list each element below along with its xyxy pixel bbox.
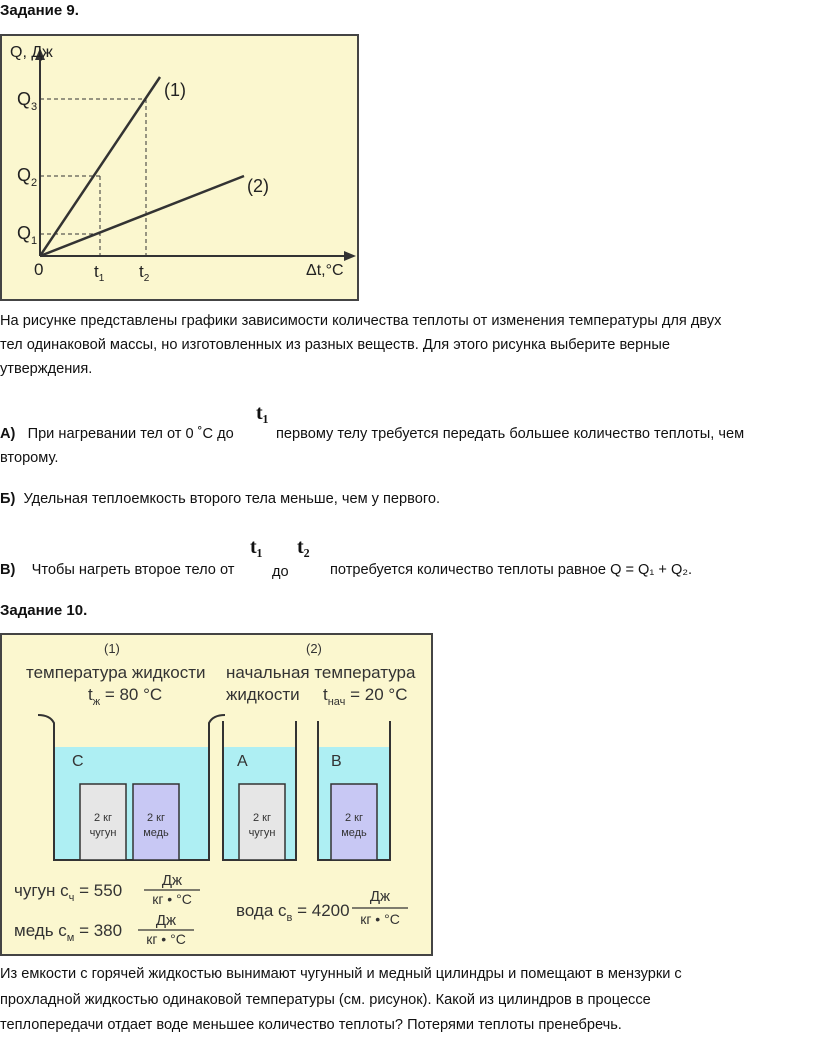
statement-b [0, 487, 440, 511]
x-axis-label: Δt,°С [306, 262, 344, 279]
vessel-a-iron-label: чугун [248, 827, 276, 839]
vessel-c-iron-mass: 2 кг [94, 812, 112, 824]
statement-a-text-after: первому телу требуется передать большее количество теплоты, чем [276, 426, 745, 442]
copper-heat-capacity: медь $с_м = 380$ [14, 921, 123, 944]
iron-heat-capacity: чугун $с_ч = 550$ [14, 881, 123, 904]
heat-graph [0, 34, 360, 302]
cylinders-figure [0, 633, 434, 956]
statement-a-text-before: При нагревании тел от 0 ˚С до [27, 426, 234, 442]
statement-a-label: А) [0, 426, 16, 442]
task9-title: Задание 9. [0, 2, 79, 19]
tick-t1: $t_1$ [94, 262, 105, 284]
col1-number: (1) [104, 641, 120, 656]
statement-v [0, 558, 234, 582]
tick-q3: $Q_3$ [17, 89, 38, 113]
statement-v-label: В) [0, 562, 16, 578]
line2-label: (2) [247, 176, 269, 196]
col1-temperature: $t_ж = 80$ °С [88, 685, 163, 708]
tick-t2: $t_2$ [139, 262, 150, 284]
statement-a-t1: t₁ [256, 402, 269, 424]
vessel-c-copper-mass: 2 кг [147, 812, 165, 824]
tick-q2: $Q_2$ [17, 165, 38, 189]
water-unit-num: Дж [369, 888, 391, 905]
col2-temperature: $t_{нач} = 20$ °С [323, 685, 408, 708]
iron-unit-num: Дж [161, 872, 183, 889]
task10-title: Задание 10. [0, 602, 88, 619]
statement-v-do: до [272, 564, 289, 580]
line1-label: (1) [164, 80, 186, 100]
vessel-b-copper-mass: 2 кг [345, 812, 363, 824]
statement-b-text: Удельная теплоемкость второго тела меньше, чем у первого. [23, 491, 441, 507]
vessel-b-label: В [331, 753, 342, 770]
tick-q1: $Q_1$ [17, 223, 38, 247]
iron-unit-den: кг • °С [152, 891, 192, 907]
copper-unit-num: Дж [155, 912, 177, 929]
statement-a [0, 422, 234, 446]
statement-v-t1: t₁ [250, 536, 263, 558]
vessel-c-copper-label: медь [143, 827, 169, 839]
statement-b-label: Б) [0, 491, 16, 507]
y-axis-label: Q, Дж [10, 44, 53, 61]
vessel-b-copper-label: медь [341, 827, 367, 839]
col2-line2: жидкости [226, 685, 300, 704]
statement-a-line2: второму. [0, 450, 59, 466]
intro-line-3: утверждения. [0, 361, 93, 377]
col1-line1: температура жидкости [26, 663, 206, 682]
task10-text-line-2: прохладной жидкостью одинаковой температуры (см. рисунок). Какой из цилиндров в процессе [0, 992, 651, 1008]
graph-panel [1, 35, 358, 300]
statement-v-text-after: потребуется количество теплоты равное Q = Q₁ + Q₂. [330, 562, 693, 578]
vessel-c-label: С [72, 753, 84, 770]
task10-text-line-1: Из емкости с горячей жидкостью вынимают чугунный и медный цилиндры и помещают в мензурки с [0, 966, 682, 982]
col2-number: (2) [306, 641, 322, 656]
task10-text-line-3: теплопередачи отдает воде меньшее количество теплоты? Потерями теплоты пренебречь. [0, 1017, 622, 1033]
col2-line1: начальная температура [226, 663, 416, 682]
vessel-a-label: А [237, 753, 248, 770]
statement-v-text-before: Чтобы нагреть второе тело от [31, 562, 235, 578]
statement-v-t2: t₂ [297, 536, 310, 558]
water-heat-capacity: вода $с_в = 4200$ [236, 901, 350, 924]
intro-line-2: тел одинаковой массы, но изготовленных из разных веществ. Для этого рисунка выберите верные [0, 337, 670, 353]
copper-unit-den: кг • °С [146, 931, 186, 947]
vessel-a-iron-mass: 2 кг [253, 812, 271, 824]
intro-line-1: На рисунке представлены графики зависимости количества теплоты от изменения температуры для двух [0, 313, 722, 329]
origin-label: 0 [34, 260, 44, 279]
water-unit-den: кг • °С [360, 911, 400, 927]
vessel-c-iron-label: чугун [89, 827, 117, 839]
